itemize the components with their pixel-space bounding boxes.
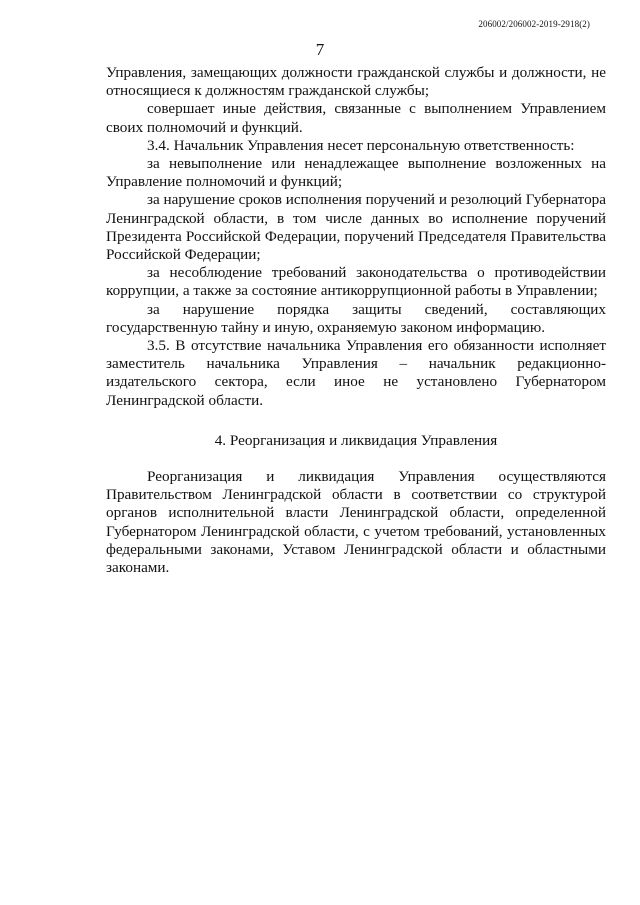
paragraph-continuation: Управления, замещающих должности гражданской службы и должности, не относящиеся к должностям гражданской службы;: [106, 64, 606, 100]
paragraph-3-4-intro: 3.4. Начальник Управления несет персональную ответственность:: [147, 136, 575, 154]
paragraph-responsibility-2: за нарушение сроков исполнения поручений и резолюций Губернатора Ленинградской области, в том числе данных во исполнение поручений Президента Российской Федерации, поручений Председателя Правительства Российской Федерации;: [106, 191, 607, 264]
paragraph-3-5: 3.5. В отсутствие начальника Управления его обязанности исполняет заместитель начальника Управления – начальник редакционно-издательского сектора, если иное не установлено Губернатором Ленинградской области.: [106, 337, 606, 409]
paragraph-responsibility-3: за несоблюдение требований законодательства о противодействии коррупции, а также за состояние антикоррупционной работы в Управлении;: [106, 264, 606, 300]
paragraph-responsibility-1: за невыполнение или ненадлежащее выполнение возложенных на Управление полномочий и функций;: [106, 155, 606, 191]
document-body: [106, 64, 606, 577]
page-number: 7: [315, 40, 325, 59]
document-id: 206002/206002-2019-2918(2): [478, 19, 590, 29]
paragraph-section-4: Реорганизация и ликвидация Управления осуществляются Правительством Ленинградской области в соответствии со структурой органов исполнительной власти Ленинградской области, определенной Губернатором Ленинградской области, с учетом требований, установленных федеральными законами, Уставом Ленинградской области и областными законами.: [106, 468, 606, 577]
paragraph-responsibility-4: за нарушение порядка защиты сведений, составляющих государственную тайну и иную, охраняемую законом информацию.: [106, 300, 606, 336]
section-4-heading: 4. Реорганизация и ликвидация Управления: [214, 431, 498, 449]
paragraph-other-actions: совершает иные действия, связанные с выполнением Управлением своих полномочий и функций.: [106, 100, 606, 136]
